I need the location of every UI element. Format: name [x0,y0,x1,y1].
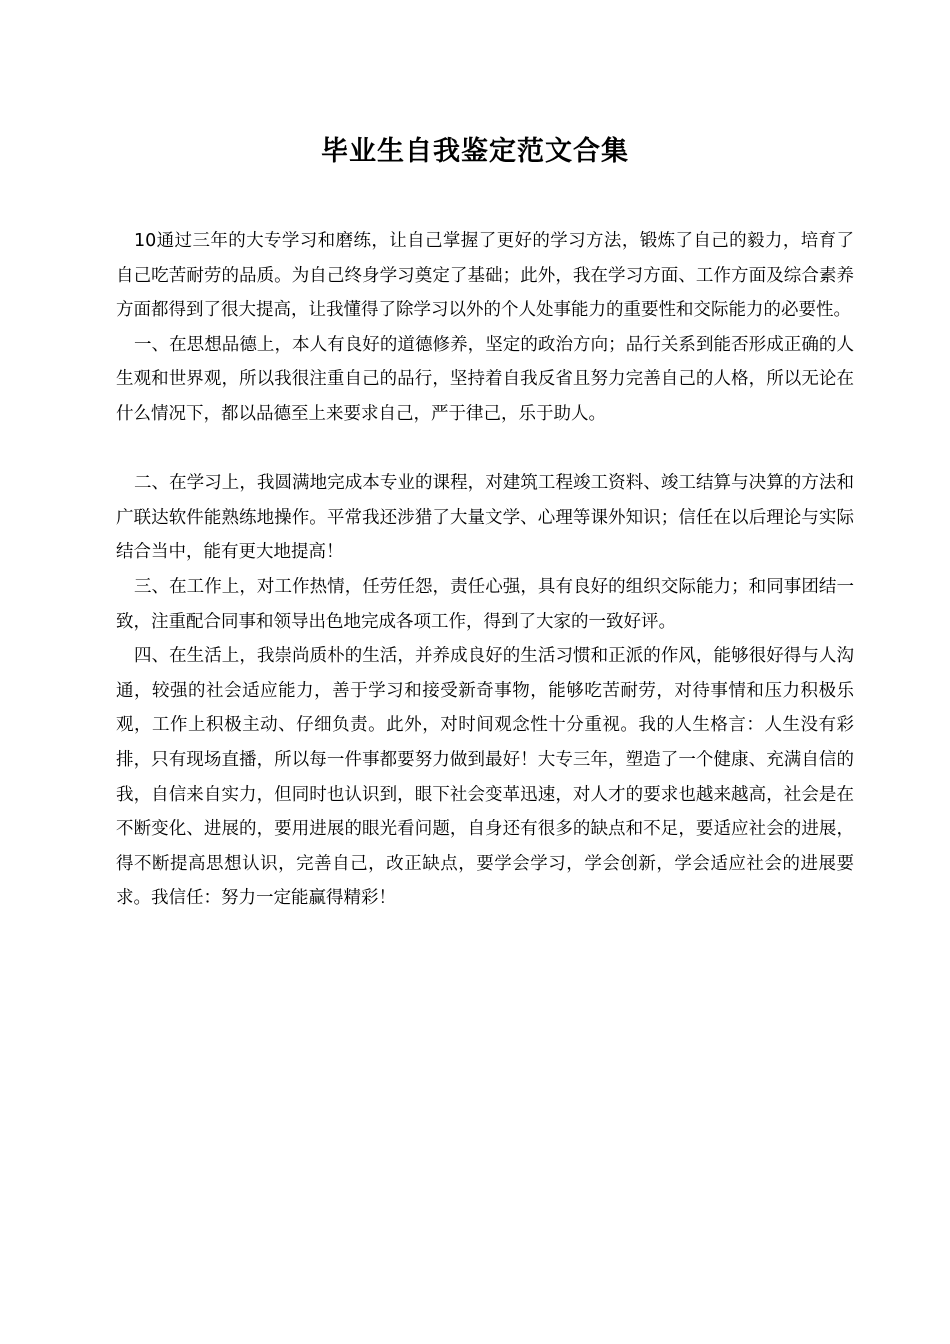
document-title: 毕业生自我鉴定范文合集 [321,136,629,167]
paragraph-study: 二、在学习上，我圆满地完成本专业的课程，对建筑工程竣工资料、竣工结算与决算的方法和广联达软件能熟练地操作。平常我还涉猎了大量文学、心理等课外知识；信任在以后理论与实际结合当中，能有更大地提高！ [116,473,854,563]
document-body [116,224,854,916]
paragraph-life: 四、在生活上，我崇尚质朴的生活，并养成良好的生活习惯和正派的作风，能够很好得与人沟通，较强的社会适应能力，善于学习和接受新奇事物，能够吃苦耐劳，对待事情和压力积极乐观，工作上积极主动、仔细负责。此外，对时间观念性十分重视。我的人生格言：人生没有彩排，只有现场直播，所以每一件事都要努力做到最好！大专三年，塑造了一个健康、充满自信的我，自信来自实力，但同时也认识到，眼下社会变革迅速，对人才的要求也越来越高，社会是在不断变化、进展的，要用进展的眼光看问题，自身还有很多的缺点和不足，要适应社会的进展，得不断提高思想认识，完善自己，改正缺点，要学会学习，学会创新，学会适应社会的进展要求。我信任：努力一定能赢得精彩！ [116,646,854,909]
paragraph-work: 三、在工作上，对工作热情，任劳任怨，责任心强，具有良好的组织交际能力；和同事团结一致，注重配合同事和领导出色地完成各项工作，得到了大家的一致好评。 [116,576,854,632]
paragraph-intro: 10通过三年的大专学习和磨练，让自己掌握了更好的学习方法，锻炼了自己的毅力，培育了自己吃苦耐劳的品质。为自己终身学习奠定了基础；此外，我在学习方面、工作方面及综合素养方面都得到了很大提高，让我懂得了除学习以外的个人处事能力的重要性和交际能力的必要性。 [116,231,854,321]
paragraph-moral-character: 一、在思想品德上，本人有良好的道德修养，坚定的政治方向；品行关系到能否形成正确的人生观和世界观，所以我很注重自己的品行，坚持着自我反省且努力完善自己的人格，所以无论在什么情况下，都以品德至上来要求自己，严于律己，乐于助人。 [116,334,854,424]
